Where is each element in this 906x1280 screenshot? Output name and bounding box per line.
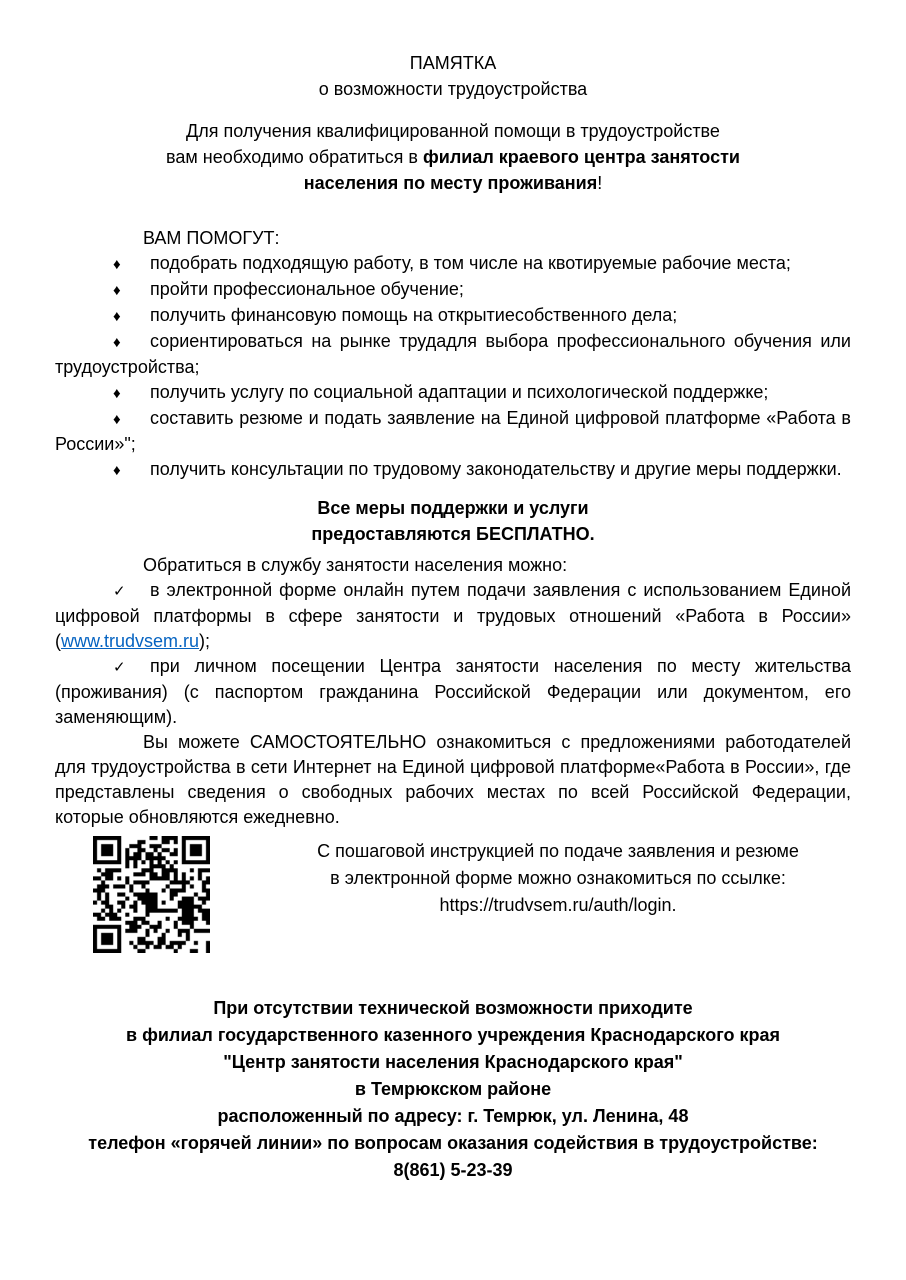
list-item: ♦ составить резюме и подать заявление на Единой цифровой платформе «Работа в России»"; bbox=[55, 408, 851, 454]
qr-instruction-text: С пошаговой инструкцией по подаче заявления и резюме в электронной форме можно ознакомиться по ссылке: https://trudvsem.ru/auth/login. bbox=[210, 836, 851, 919]
help-heading: ВАМ ПОМОГУТ: bbox=[143, 228, 280, 248]
footer-line: расположенный по адресу: г. Темрюк, ул. Ленина, 48 bbox=[217, 1106, 689, 1126]
list-item: ♦ пройти профессиональное обучение; bbox=[55, 277, 851, 303]
intro-paragraph bbox=[55, 118, 851, 196]
qr-section bbox=[55, 836, 851, 953]
free-services-notice: Все меры поддержки и услуги предоставляются БЕСПЛАТНО. bbox=[311, 498, 595, 544]
list-item: ♦ получить консультации по трудовому законодательству и другие меры поддержки. bbox=[55, 457, 851, 483]
diamond-bullet-icon: ♦ bbox=[113, 462, 121, 479]
trudvsem-link[interactable]: www.trudvsem.ru bbox=[61, 631, 200, 651]
list-item: ♦ подобрать подходящую работу, в том числе на квотируемые рабочие места; bbox=[55, 251, 851, 277]
diamond-bullet-icon: ♦ bbox=[113, 411, 121, 428]
apply-heading: Обратиться в службу занятости населения можно: bbox=[143, 555, 568, 575]
doc-subtitle: о возможности трудоустройства bbox=[318, 79, 588, 99]
footer-address-block bbox=[55, 995, 851, 1184]
qr-code bbox=[93, 836, 210, 953]
list-item: ✓ в электронной форме онлайн путем подачи заявления с использованием Единой цифровой платформы в сфере занятости и трудовых отношений «Работа в России» (www.trudvsem.ru); bbox=[55, 580, 851, 651]
footer-line: в филиал государственного казенного учреждения Краснодарского края bbox=[126, 1025, 780, 1045]
footer-line: При отсутствии технической возможности приходите bbox=[213, 998, 693, 1018]
diamond-bullet-icon: ♦ bbox=[113, 308, 121, 325]
doc-title: ПАМЯТКА bbox=[409, 53, 497, 73]
footer-line: в Темрюкском районе bbox=[354, 1079, 552, 1099]
diamond-bullet-icon: ♦ bbox=[113, 334, 121, 351]
list-item: ♦ получить услугу по социальной адаптации и психологической поддержке; bbox=[55, 380, 851, 406]
footer-line: телефон «горячей линии» по вопросам оказания содействия в трудоустройстве: bbox=[88, 1133, 818, 1153]
intro-line-2: вам необходимо обратиться в филиал краевого центра занятости bbox=[166, 147, 740, 167]
list-item: ♦ сориентироваться на рынке трудадля выбора профессионального обучения или трудоустройства; bbox=[55, 331, 851, 377]
help-section bbox=[55, 226, 851, 483]
diamond-bullet-icon: ♦ bbox=[113, 282, 121, 299]
checkmark-icon: ✓ bbox=[113, 583, 126, 600]
apply-section bbox=[55, 553, 851, 830]
login-url-text: https://trudvsem.ru/auth/login. bbox=[439, 895, 677, 915]
diamond-bullet-icon: ♦ bbox=[113, 256, 121, 273]
footer-line: "Центр занятости населения Краснодарского края" bbox=[223, 1052, 683, 1072]
intro-line-3: населения по месту проживания! bbox=[303, 173, 603, 193]
title-block bbox=[55, 50, 851, 102]
footer-phone: 8(861) 5-23-39 bbox=[393, 1160, 513, 1180]
checkmark-icon: ✓ bbox=[113, 659, 126, 676]
list-item: ✓ при личном посещении Центра занятости населения по месту жительства (проживания) (с паспортом гражданина Российской Федерации или документом, его заменяющим). bbox=[55, 656, 851, 727]
intro-line-1: Для получения квалифицированной помощи в трудоустройстве bbox=[186, 121, 720, 141]
qr-code-box bbox=[93, 836, 210, 953]
self-service-paragraph: Вы можете САМОСТОЯТЕЛЬНО ознакомиться с предложениями работодателей для трудоустройства в сети Интернет на Единой цифровой платформе«Работа в России», где представлены сведения о свободных рабочих местах по всей Российской Федерации, которые обновляются ежедневно. bbox=[55, 732, 851, 827]
diamond-bullet-icon: ♦ bbox=[113, 385, 121, 402]
list-item: ♦ получить финансовую помощь на открытиесобственного дела; bbox=[55, 303, 851, 329]
